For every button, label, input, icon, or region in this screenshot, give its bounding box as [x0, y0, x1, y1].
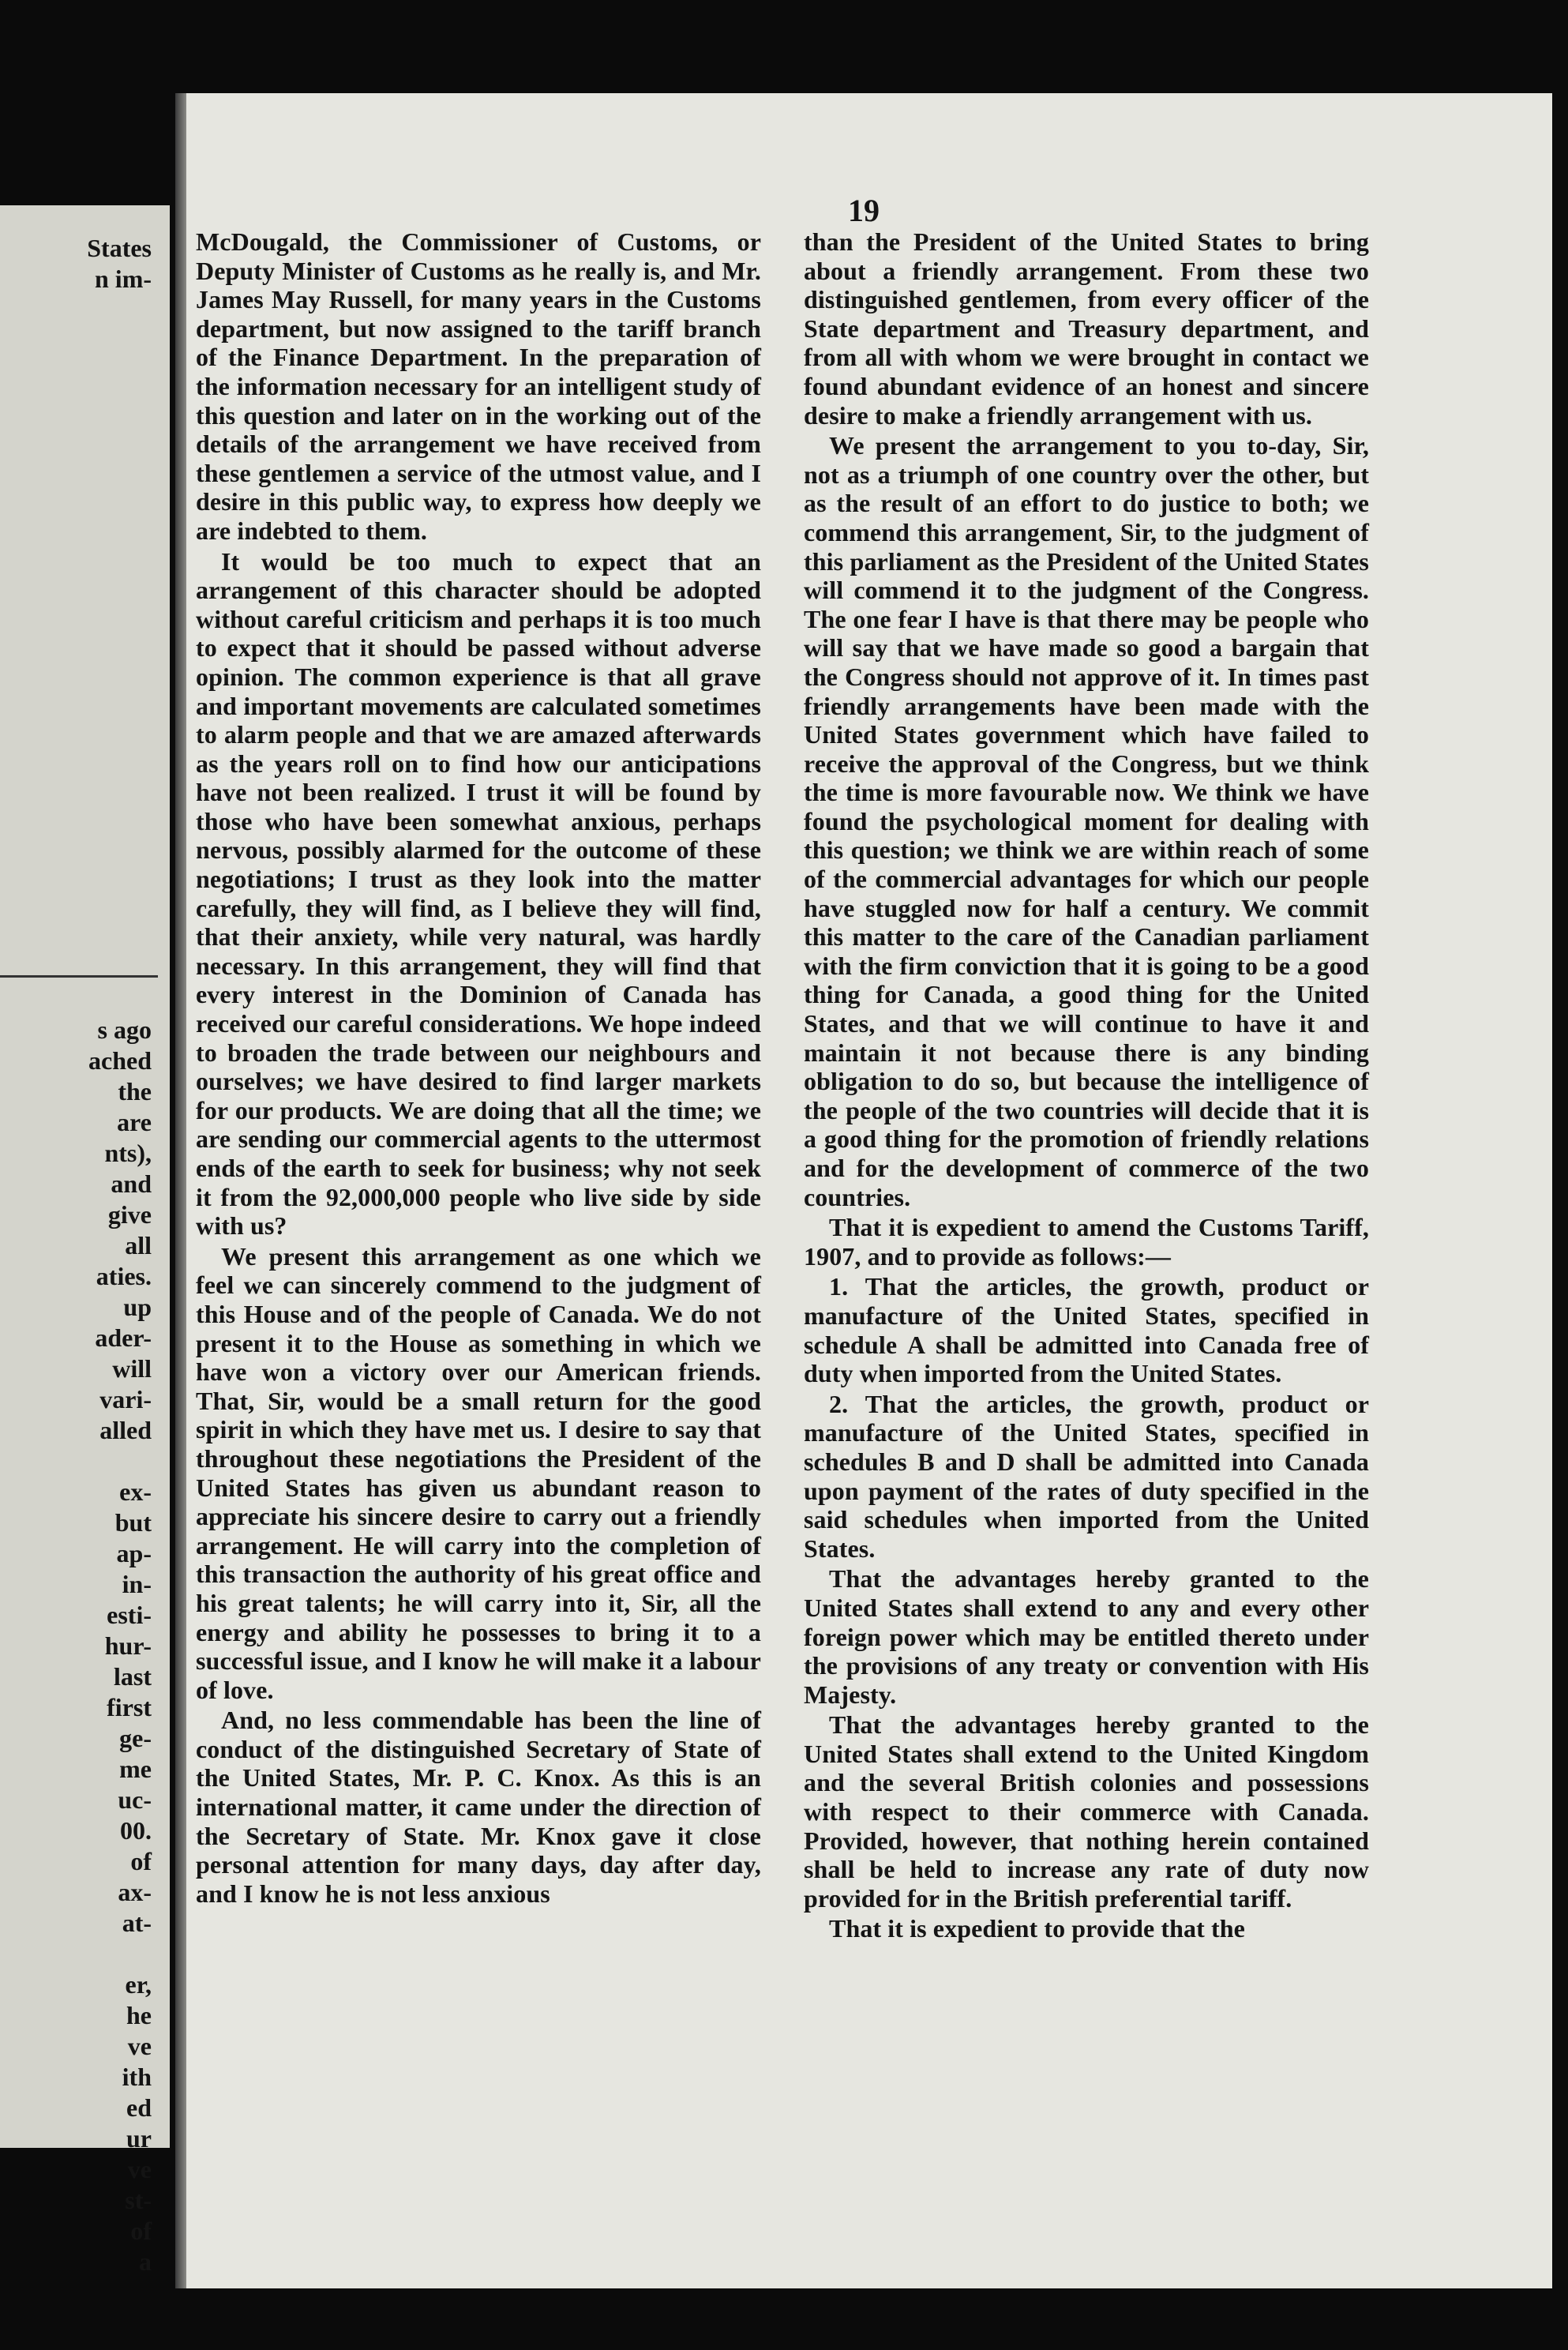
edge-fragment: ader- — [95, 1323, 152, 1352]
resolution-clause: That the advantages hereby granted to the United States shall extend to any and every other foreign power which may be entitled thereto under the provisions of any treaty or convention with His Majesty. — [804, 1564, 1369, 1709]
edge-fragment: ur — [126, 2124, 152, 2153]
edge-fragment: ve — [127, 2155, 152, 2183]
edge-fragment: s ago — [97, 1015, 152, 1044]
edge-fragment: nts), — [104, 1139, 152, 1167]
edge-fragment: at- — [122, 1909, 152, 1937]
edge-fragment: ached — [88, 1046, 152, 1075]
edge-fragment — [0, 1446, 158, 1477]
edge-fragment: the — [118, 1077, 152, 1106]
document-page — [175, 93, 1552, 2288]
edge-fragment: he — [126, 2001, 152, 2029]
edge-fragment: ex- — [119, 1477, 152, 1506]
paragraph: It would be too much to expect that an arrangement of this character should be adopted without careful criticism and perhaps it is too much to expect that it should be passed without adverse opinion. The common experience is that all grave and important movements are calculated sometimes to alarm people and that we are amazed afterwards as the years roll on to find how our anticipations have not been realized. I trust it will be found by those who have been somewhat anxious, perhaps nervous, possibly alarmed for the outcome of these negotiations; I trust as they look into the matter carefully, they will find, as I believe they will find, that their anxiety, while very natural, was hardly necessary. In this arrangement, they will find that every interest in the Dominion of Canada has received our careful considerations. We hope indeed to broaden the trade between our neighbours and ourselves; we have desired to find larger markets for our products. We are doing that all the time; we are sending our commercial agents to the uttermost ends of the earth to seek for business; why not seek it from the 92,000,000 people who live side by side with us? — [196, 546, 761, 1241]
edge-fragment: but — [114, 1508, 152, 1537]
edge-fragment: st- — [125, 2186, 152, 2214]
edge-fragment: ed — [126, 2093, 152, 2122]
edge-fragment: ap- — [116, 1539, 152, 1567]
edge-fragment — [0, 1939, 158, 1969]
edge-fragment: first — [107, 1693, 152, 1721]
edge-fragment: uc- — [118, 1785, 152, 1814]
edge-fragment: me — [119, 1755, 152, 1783]
edge-fragment: of — [130, 2217, 152, 2245]
edge-fragment: in- — [122, 1570, 152, 1598]
edge-fragment: a — [139, 2247, 152, 2276]
edge-fragment: last — [114, 1662, 152, 1691]
edge-fragment: ith — [122, 2063, 152, 2091]
edge-fragment: give — [107, 1200, 152, 1229]
edge-fragment: of — [130, 1847, 152, 1875]
paragraph: We present the arrangement to you to-day, Sir, not as a triumph of one country over the other, but as the result of an effort to do justice to both; we commend this arrangement, Sir, to the judgment of this parliament as the President of the United States will commend it to the judgment of the Congress. The one fear I have is that there may be people who will say that we have made so good a bargain that the Congress should not approve of it. In times past friendly arrangements have been made with the United States government which have failed to receive the approval of the Congress, but we think the time is more favourable now. We think we have found the psychological moment for dealing with this question; we think we are within reach of some of the commercial advantages for which our people have stuggled now for half a century. We commit this matter to the care of the Canadian parliament with the firm conviction that it is going to be a good thing for Canada, a good thing for the United States, and that we will continue to have it and maintain it not because there is any binding obligation to do so, but because the intelligence of the people of the two countries will decide that it is a good thing for the promotion of friendly relations and for the development of commerce of the two countries. — [804, 431, 1369, 1211]
paragraph: McDougald, the Commissioner of Customs, or Deputy Minister of Customs as he really is, and Mr. James May Russell, for many years in the Customs department, but now assigned to the tariff branch of the Finance Department. In the preparation of the information necessary for an intelligent study of this question and later on in the working out of the details of the arrangement we have received from these gentlemen a service of the utmost value, and I desire in this public way, to express how deeply we are indebted to them. — [196, 227, 761, 545]
edge-fragment: and — [111, 1169, 152, 1198]
edge-lower-fragments — [0, 1015, 158, 2277]
resolution-clause: 1. That the articles, the growth, product or manufacture of the United States, specified in schedule A shall be admitted into Canada free of duty when imported from the United States. — [804, 1272, 1369, 1388]
edge-fragment: vari- — [99, 1385, 152, 1413]
page-number: 19 — [848, 193, 880, 228]
left-column — [196, 227, 761, 1908]
edge-fragment: all — [125, 1231, 152, 1259]
paragraph: We present this arrangement as one which we feel we can sincerely commend to the judgment of this House and of the people of Canada. We do not present it to the House as something in which we have won a victory over our American friends. That, Sir, would be a small return for the good spirit in which they have met us. I desire to say that throughout these negotiations the President of the United States has given us abundant reason to appreciate his sincere desire to carry out a friendly arrangement. He will carry into the completion of this transaction the authority of his great office and his great talents; he will carry into it, Sir, all the energy and ability he possesses to bring it to a successful issue, and I know he will make it a labour of love. — [196, 1241, 761, 1704]
edge-fragment: aties. — [96, 1262, 152, 1290]
edge-fragment: esti- — [107, 1601, 152, 1629]
edge-fragment: up — [123, 1293, 152, 1321]
edge-fragment: hur- — [104, 1631, 152, 1660]
edge-fragment: States — [87, 234, 152, 262]
edge-divider — [0, 975, 158, 978]
edge-fragment: er, — [125, 1970, 152, 1999]
edge-fragment: will — [112, 1354, 152, 1383]
page-binding-shadow — [175, 93, 186, 2288]
right-column — [804, 227, 1369, 1943]
edge-top-fragment — [0, 233, 158, 295]
resolution-clause: 2. That the articles, the growth, product or manufacture of the United States, specified in schedules B and D shall be admitted into Canada upon payment of the rates of duty specified in the said schedules when imported from the United States. — [804, 1389, 1369, 1563]
resolution-intro: That it is expedient to amend the Customs Tariff, 1907, and to provide as follows:— — [804, 1213, 1369, 1271]
resolution-clause: That the advantages hereby granted to the United States shall extend to the United Kingdom and the several British colonies and possessions with respect to their commerce with Canada. Provided, however, that nothing herein contained shall be held to increase any rate of duty now provided for in the British preferential tariff. — [804, 1710, 1369, 1913]
edge-fragment: n im- — [95, 265, 152, 293]
paragraph: And, no less commendable has been the line of conduct of the distinguished Secretary of State of the United States, Mr. P. C. Knox. As this is an international matter, it came under the direction of the Secretary of State. Mr. Knox gave it close personal attention for many days, day after day, and I know he is not less anxious — [196, 1706, 761, 1908]
paragraph: than the President of the United States to bring about a friendly arrangement. From these two distinguished gentlemen, from every officer of the State department and Treasury department, and from all with whom we were brought in contact we found abundant evidence of an honest and sincere desire to make a friendly arrangement with us. — [804, 227, 1369, 430]
edge-fragment: ge- — [119, 1724, 152, 1752]
edge-fragment: 00. — [120, 1816, 152, 1845]
edge-fragment: alled — [99, 1416, 152, 1444]
edge-fragment: are — [117, 1108, 152, 1136]
resolution-clause: That it is expedient to provide that the — [829, 1914, 1245, 1943]
neighbour-page-edge — [0, 205, 170, 2276]
edge-fragment: ve — [127, 2032, 152, 2060]
edge-fragment: ax- — [118, 1878, 152, 1906]
